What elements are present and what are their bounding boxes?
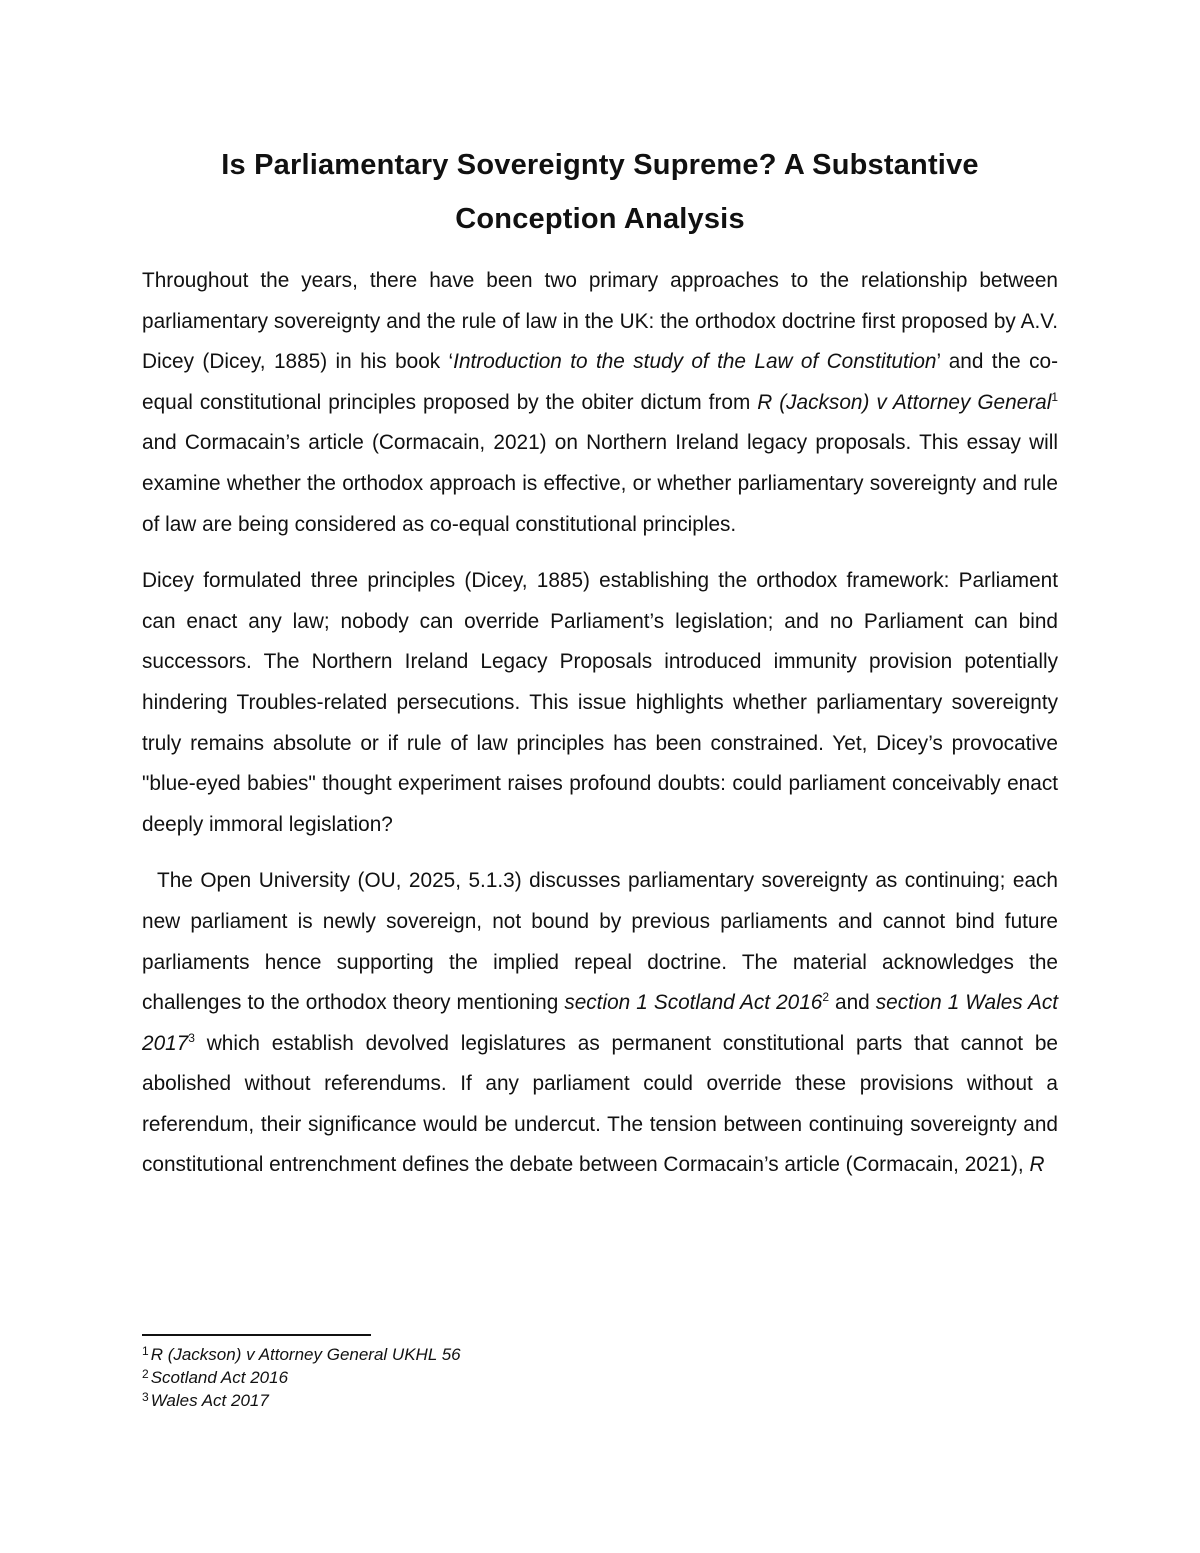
paragraph-1-text-f: and Cormacain’s article (Cormacain, 2021) on Northern Ireland legacy proposals. This essay will examine whether the orthodox approach is effective, or whether parliamentary sovereignty and rule of law are being considered as co-equal constitutional principles. <box>142 431 1058 536</box>
footnote-separator <box>142 1334 371 1336</box>
footnote-text: R (Jackson) v Attorney General UKHL 56 <box>150 1345 461 1364</box>
footnote-ref-1[interactable]: 1 <box>1051 389 1059 404</box>
wales-act-ref: section 1 Wales Act 2017 <box>142 991 1058 1055</box>
paragraph-2: Dicey formulated three principles (Dicey, 1885) establishing the orthodox framework: Parliament can enact any law; nobody can override Parliament’s legislation; and no Parliament can bind successors. The Northern Ireland Legacy Proposals introduced immunity provision potentially hindering Troubles-related persecutions. This issue highlights whether parliamentary sovereignty truly remains absolute or if rule of law principles has been constrained. Yet, Dicey’s provocative "blue-eyed babies" thought experiment raises profound doubts: could parliament conceivably enact deeply immoral legislation? <box>142 569 1058 836</box>
footnote-text: Wales Act 2017 <box>150 1391 269 1410</box>
footnote-3 <box>142 1389 742 1412</box>
footnote-ref-3[interactable]: 3 <box>188 1030 195 1045</box>
title-line-1: Is Parliamentary Sovereignty Supreme? A Substantive <box>221 149 979 181</box>
document-body <box>142 261 1058 1186</box>
footnote-2 <box>142 1366 742 1389</box>
footnote-number: 3 <box>142 1390 149 1404</box>
footnote-ref-2[interactable]: 2 <box>822 990 830 1005</box>
paragraph-3-text-g: which establish devolved legislatures as permanent constitutional parts that cannot be abolished without referendums. If any parliament could override these provisions without a referendum, their significance would be undercut. The tension between continuing sovereignty and constitutional entrenchment defines the debate between Cormacain’s article (Cormacain, 2021), <box>142 1031 1058 1177</box>
title-line-2: Conception Analysis <box>455 203 745 235</box>
paragraph-3 <box>142 861 1058 1186</box>
paragraph-3-text-d: and <box>829 991 876 1015</box>
scotland-act-ref: section 1 Scotland Act 2016 <box>564 991 823 1015</box>
paragraph-3-text-a: The Open University (OU, 2025, 5.1.3) discusses parliamentary sovereignty as continuing; each new parliament is newly sovereign, not bound by previous parliaments and cannot bind future parliaments hence supporting the implied repeal doctrine. The material acknowledges the challenges to the orthodox theory mentioning <box>142 869 1058 1015</box>
book-title: Introduction to the study of the Law of Constitution <box>453 350 937 374</box>
paragraph-1-text-a: Throughout the years, there have been two primary approaches to the relationship between parliamentary sovereignty and the rule of law in the UK: the orthodox doctrine first proposed by A.V. Dicey (Dicey, 1885) in his book ‘ <box>142 269 1058 374</box>
footnote-1 <box>142 1343 742 1366</box>
footnote-number: 1 <box>142 1344 149 1358</box>
footnote-text: Scotland Act 2016 <box>150 1368 289 1387</box>
case-name: R (Jackson) v Attorney General <box>757 390 1052 414</box>
paragraph-1 <box>142 261 1058 545</box>
footnotes <box>142 1343 742 1412</box>
footnote-number: 2 <box>142 1367 149 1381</box>
paragraph-1-text-c: ’ and the co-equal constitutional principles proposed by the obiter dictum from <box>142 350 1058 414</box>
document-title <box>140 138 1060 246</box>
paragraph-3-text-h: R <box>1029 1153 1045 1177</box>
